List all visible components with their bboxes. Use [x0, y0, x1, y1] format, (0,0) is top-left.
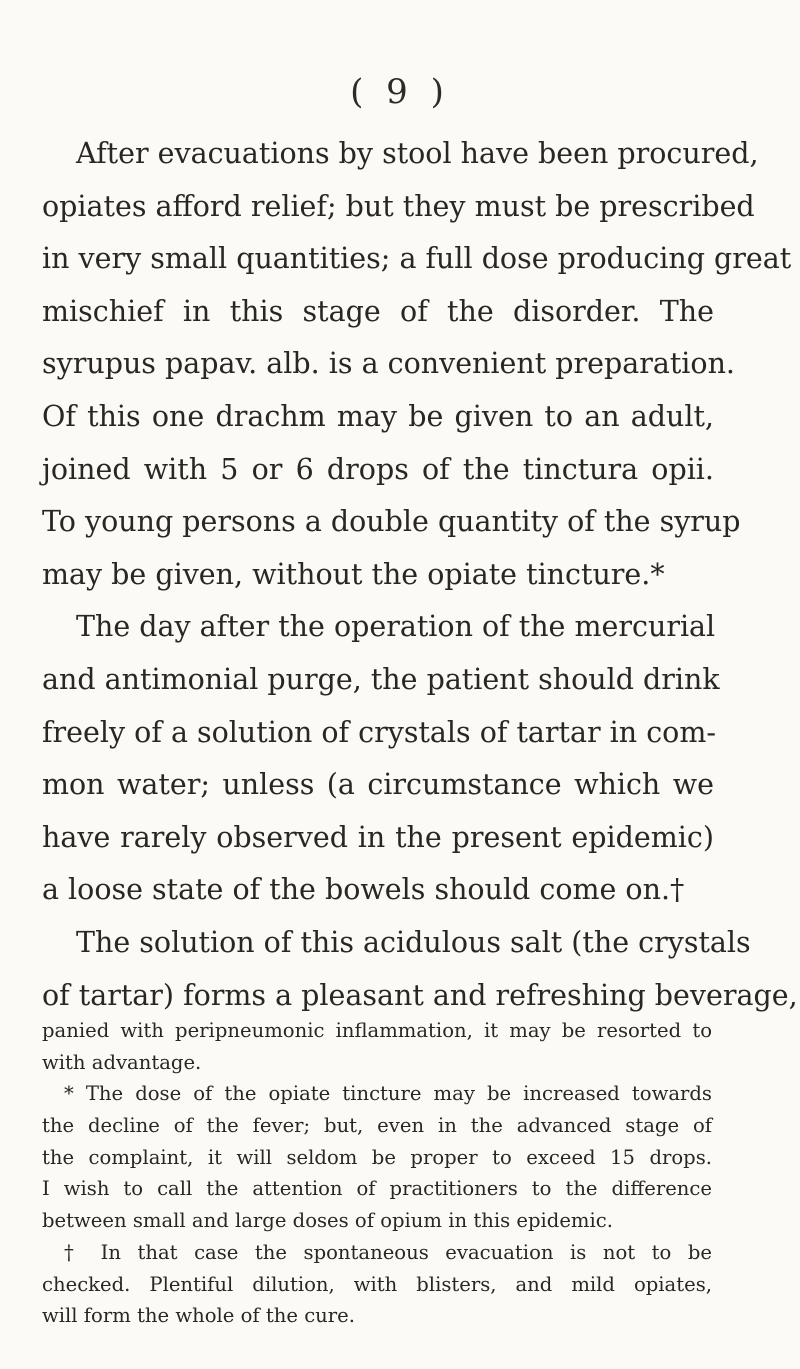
text-line: mon water; unless (a circumstance which we	[42, 768, 714, 802]
footnote-line: * The dose of the opiate tincture may be increased towards	[64, 1082, 712, 1106]
footnote-line: panied with peripneumonic inflammation, it may be resorted to	[42, 1019, 712, 1042]
text-line: a loose state of the bowels should come on.†	[42, 873, 685, 907]
text-line: opiates afford relief; but they must be prescribed	[42, 189, 755, 223]
footnote-line: the decline of the fever; but, even in the advanced stage of	[42, 1114, 712, 1138]
text-line: The solution of this acidulous salt (the crystals	[76, 925, 751, 959]
footnote-line: will form the whole of the cure.	[42, 1304, 355, 1328]
footnote-line: † In that case the spontaneous evacuation is not to be	[64, 1240, 712, 1264]
text-line: joined with 5 or 6 drops of the tinctura opii.	[42, 452, 714, 486]
footnotes	[42, 1015, 712, 1332]
footnote-line: checked. Plentiful dilution, with blisters, and mild opiates,	[42, 1272, 712, 1296]
text-line: and antimonial purge, the patient should drink	[42, 662, 720, 696]
text-line: in very small quantities; a full dose producing great	[42, 242, 792, 276]
text-line: syrupus papav. alb. is a convenient preparation.	[42, 347, 735, 381]
footnote-line: I wish to call the attention of practitioners to the difference	[42, 1177, 712, 1201]
text-line: The day after the operation of the mercurial	[76, 610, 716, 644]
text-line: freely of a solution of crystals of tartar in com-	[42, 715, 716, 749]
page-number: ( 9 )	[350, 72, 450, 112]
text-line: of tartar) forms a pleasant and refreshing beverage,	[42, 978, 798, 1012]
text-line: Of this one drachm may be given to an adult,	[42, 399, 714, 433]
footnote-line: with advantage.	[42, 1050, 202, 1074]
footnote-line: the complaint, it will seldom be proper to exceed 15 drops.	[42, 1145, 712, 1169]
text-line: mischief in this stage of the disorder. The	[42, 294, 714, 328]
footnote-line: between small and large doses of opium in this epidemic.	[42, 1209, 613, 1233]
text-line: To young persons a double quantity of the syrup	[42, 505, 741, 539]
text-line: may be given, without the opiate tincture.*	[42, 557, 665, 591]
body-text	[42, 128, 798, 1022]
text-line: have rarely observed in the present epidemic)	[42, 820, 714, 854]
text-line: After evacuations by stool have been procured,	[76, 137, 759, 170]
